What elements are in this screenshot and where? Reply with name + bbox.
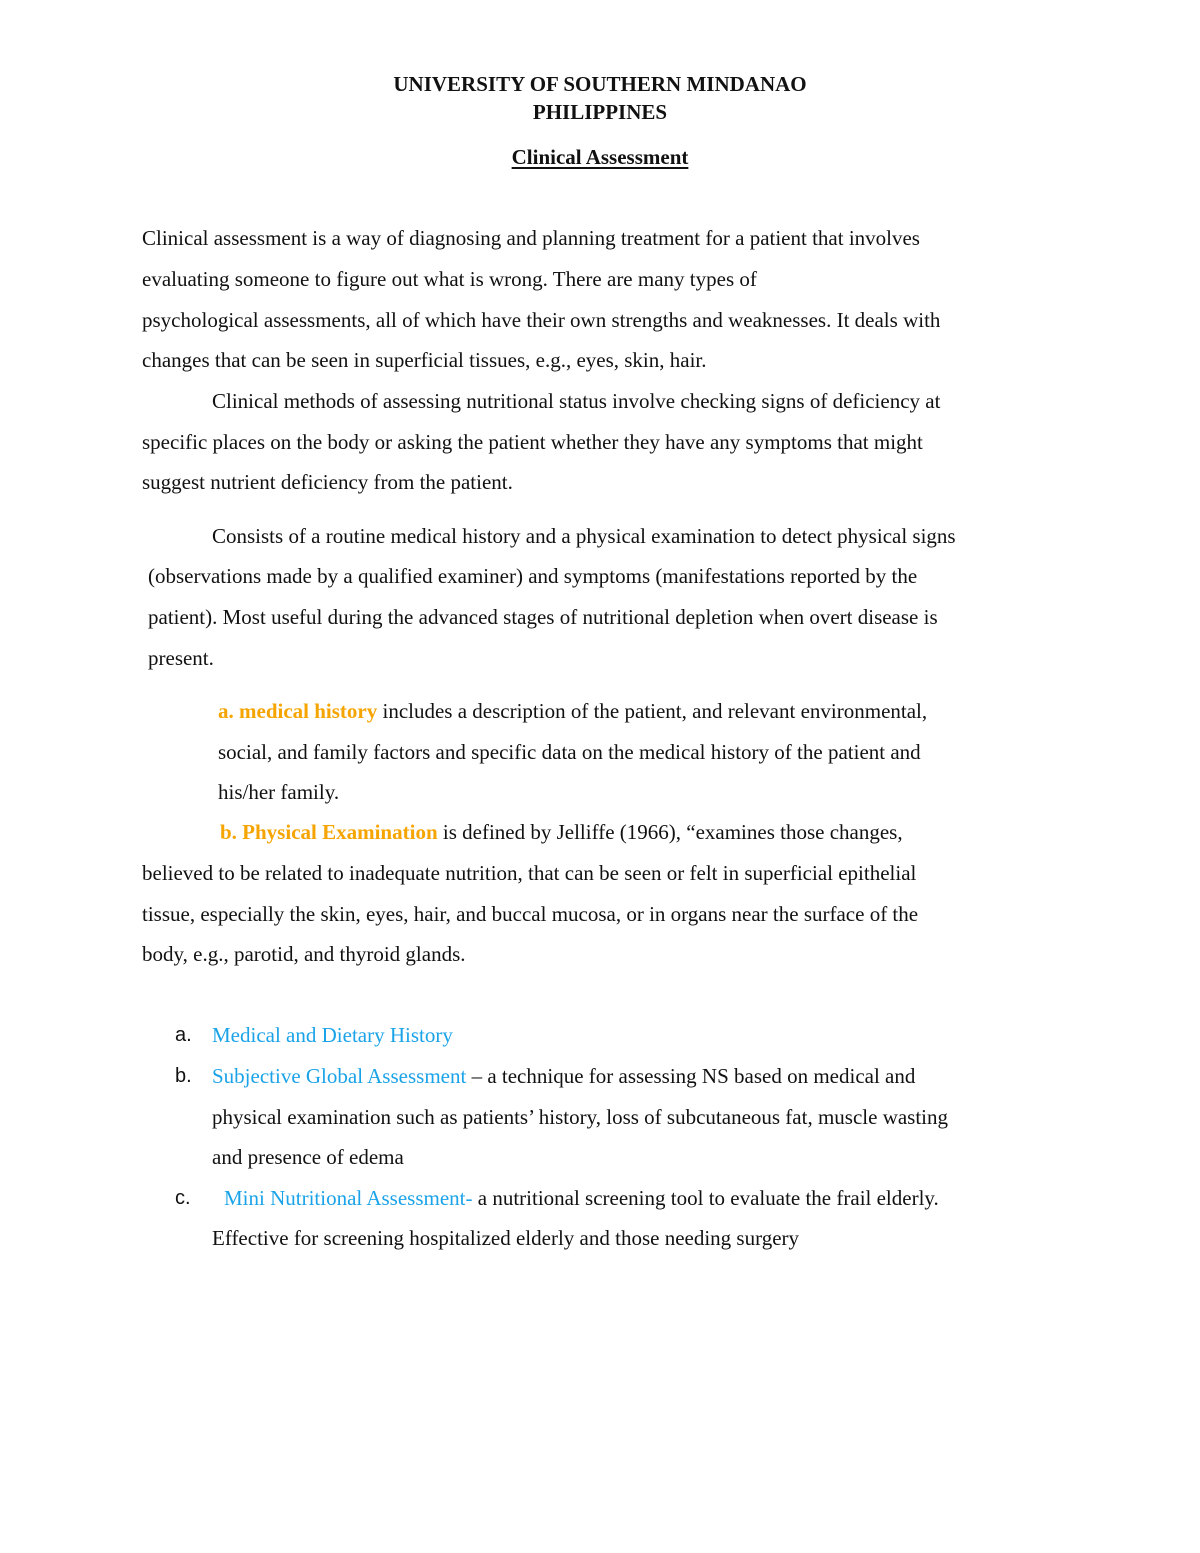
medical-history-text: includes a description of the patient, and relevant environmental, (377, 699, 928, 723)
physical-exam-line-3: tissue, especially the skin, eyes, hair, and buccal mucosa, or in organs near the surface of the (142, 902, 919, 926)
physical-exam-term: b. Physical Examination (220, 820, 438, 844)
consists-line-2: (observations made by a qualified examiner) and symptoms (manifestations reported by the (148, 564, 918, 588)
list-item-c-term: Mini Nutritional Assessment- (224, 1186, 473, 1210)
methods-line-2: specific places on the body or asking the patient whether they have any symptoms that might (142, 430, 923, 454)
methods-line-1: Clinical methods of assessing nutritional status involve checking signs of deficiency at (212, 389, 941, 413)
country-name: PHILIPPINES (532, 100, 668, 124)
list-item-b-line-2: physical examination such as patients’ history, loss of subcutaneous fat, muscle wasting (212, 1105, 949, 1129)
consists-line-3: patient). Most useful during the advanced stages of nutritional depletion when overt disease is (148, 605, 938, 629)
physical-exam-line-4: body, e.g., parotid, and thyroid glands. (142, 942, 466, 966)
list-marker-b: b. (175, 1065, 192, 1087)
intro-line-4: changes that can be seen in superficial tissues, e.g., eyes, skin, hair. (142, 348, 707, 372)
intro-line-1: Clinical assessment is a way of diagnosing and planning treatment for a patient that involves (142, 226, 920, 250)
list-item-c-text: a nutritional screening tool to evaluate the frail elderly. (472, 1186, 939, 1210)
intro-line-3: psychological assessments, all of which have their own strengths and weaknesses. It deals with (142, 308, 941, 332)
physical-exam-text: is defined by Jelliffe (1966), “examines those changes, (437, 820, 903, 844)
medical-history-line-2: social, and family factors and specific data on the medical history of the patient and (218, 740, 921, 764)
list-item-a (212, 1021, 453, 1049)
consists-line-1: Consists of a routine medical history and a physical examination to detect physical signs (212, 524, 956, 548)
page-title-wrap (0, 143, 1200, 171)
physical-exam-line-1 (220, 818, 903, 846)
university-name: UNIVERSITY OF SOUTHERN MINDANAO (393, 72, 807, 96)
list-marker-c: c. (175, 1187, 191, 1209)
list-item-b-term: Subjective Global Assessment (212, 1064, 467, 1088)
methods-line-3: suggest nutrient deficiency from the patient. (142, 470, 513, 494)
list-item-c (224, 1184, 939, 1212)
page-title: Clinical Assessment (511, 145, 689, 169)
list-item-b-line-3: and presence of edema (212, 1145, 404, 1169)
list-item-a-term: Medical and Dietary History (212, 1023, 453, 1047)
medical-history-line-1 (218, 697, 927, 725)
list-item-b (212, 1062, 915, 1090)
list-item-c-line-2: Effective for screening hospitalized elderly and those needing surgery (212, 1226, 800, 1250)
list-item-b-text: – a technique for assessing NS based on medical and (466, 1064, 916, 1088)
intro-line-2: evaluating someone to figure out what is wrong. There are many types of (142, 267, 757, 291)
consists-line-4: present. (148, 646, 214, 670)
medical-history-term: a. medical history (218, 699, 378, 723)
physical-exam-line-2: believed to be related to inadequate nutrition, that can be seen or felt in superficial epithelial (142, 861, 917, 885)
medical-history-line-3: his/her family. (218, 780, 340, 804)
list-marker-a: a. (175, 1024, 192, 1046)
